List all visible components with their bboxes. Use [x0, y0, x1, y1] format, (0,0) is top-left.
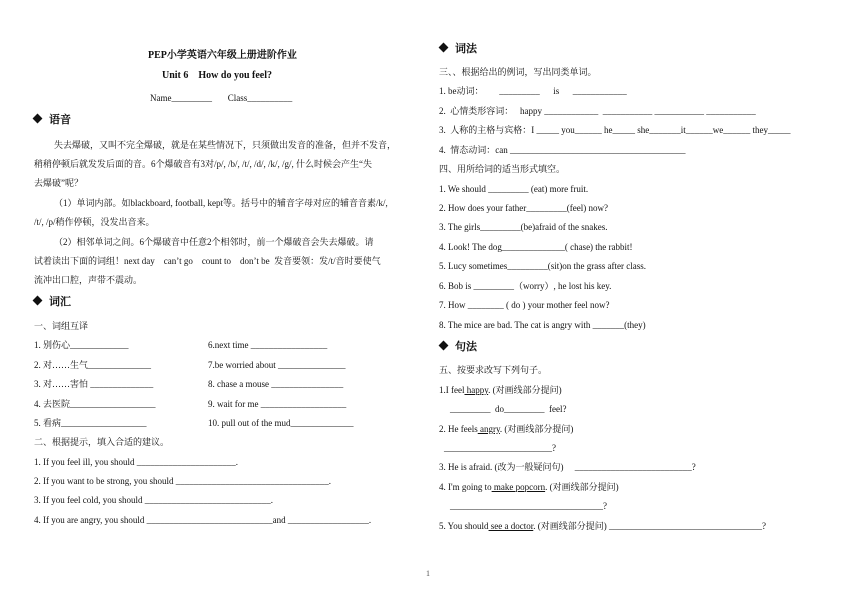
- section-subheading: 五、按要求改写下列句子。: [439, 365, 548, 375]
- unit-title: Unit 6 How do you feel?: [162, 70, 272, 81]
- answer-line: __________________________________?: [450, 501, 607, 511]
- phonics-paragraph: 去爆破”呢？: [34, 178, 83, 188]
- phonics-heading: 语音: [34, 113, 71, 127]
- fill-item: 2. How does your father_________(feel) now?: [439, 203, 608, 213]
- vocab-item: 4. 去医院___________________: [34, 399, 156, 409]
- name-class-line: Name_________ Class__________: [150, 93, 293, 103]
- rewrite-item: 4. I'm going to make popcorn. (对画线部分提问): [439, 482, 619, 492]
- vocab-item: 6.next time _________________: [208, 340, 328, 350]
- advice-item: 3. If you feel cold, you should ____________________________.: [34, 495, 273, 505]
- rewrite-item: 1.I feel happy. (对画线部分提问): [439, 385, 562, 395]
- advice-item: 1. If you feel ill, you should ______________________.: [34, 457, 238, 467]
- phonics-paragraph: 试着读出下面的词组！next day can’t go count to don’t be 发音要领：发/t/音时要使气: [34, 256, 381, 266]
- rewrite-item: 3. He is afraid. (改为一般疑问句) __________________________?: [439, 462, 696, 472]
- vocab-item: 7.be worried about _______________: [208, 360, 346, 370]
- vocab-item: 5. 看病___________________: [34, 418, 147, 428]
- phonics-paragraph: /t/, /p/稍作停顿，没发出音来。: [34, 217, 155, 227]
- vocab-item: 2. 对……生气______________: [34, 360, 152, 370]
- section-subheading: 三、、根据给出的例词，写出同类单词。: [439, 67, 597, 77]
- fill-item: 3. The girls_________(be)afraid of the snakes.: [439, 222, 608, 232]
- underlined-phrase: see a doctor: [488, 521, 534, 531]
- fill-item: 4. Look! The dog______________( chase) the rabbit!: [439, 242, 633, 252]
- fill-item: 8. The mice are bad. The cat is angry with _______(they): [439, 320, 646, 330]
- vocab-item: 10. pull out of the mud______________: [208, 418, 354, 428]
- diamond-bullet-icon: [439, 341, 449, 351]
- diamond-bullet-icon: [33, 114, 43, 124]
- fill-item: 6. Bob is _________（worry）, he lost his key.: [439, 281, 612, 291]
- section-subheading: 四、用所给词的适当形式填空。: [439, 164, 566, 174]
- exercise-line: 3. 人称的主格与宾格：I _____ you______ he_____ she_______it______we______ they_____: [439, 125, 791, 135]
- exercise-line: 2. 心情类形容词： happy ____________ ___________ ___________ ___________: [439, 106, 756, 116]
- fill-item: 7. How ________ ( do ) your mother feel now?: [439, 300, 610, 310]
- document-title: PEP小学英语六年级上册进阶作业: [148, 50, 297, 61]
- fill-item: 5. Lucy sometimes_________(sit)on the grass after class.: [439, 261, 646, 271]
- vocab-item: 3. 对……害怕 ______________: [34, 379, 154, 389]
- rewrite-item: 5. You should see a doctor. (对画线部分提问) __________________________________?: [439, 521, 767, 531]
- phonics-paragraph: （1）单词内部。如blackboard, football, kept等。括号中的辅音字母对应的辅音音素/k/,: [54, 198, 388, 208]
- phonics-paragraph: （2）相邻单词之间。6个爆破音中任意2个相邻时，前一个爆破音会失去爆破。请: [54, 237, 374, 247]
- syntax-heading: 句法: [440, 340, 477, 354]
- answer-line: ________________________?: [444, 443, 556, 453]
- advice-item: 2. If you want to be strong, you should __________________________________.: [34, 476, 331, 486]
- phonics-paragraph: 流冲出口腔，声带不震动。: [34, 275, 143, 285]
- advice-item: 4. If you are angry, you should ____________________________and __________________.: [34, 515, 372, 525]
- diamond-bullet-icon: [439, 43, 449, 53]
- page-number: 1: [426, 569, 430, 578]
- fill-item: 1. We should _________ (eat) more fruit.: [439, 184, 589, 194]
- underlined-phrase: make popcorn: [491, 482, 546, 492]
- vocab-item: 1. 别伤心_____________: [34, 340, 129, 350]
- rewrite-item: 2. He feels angry. (对画线部分提问): [439, 424, 574, 434]
- underlined-phrase: happy: [464, 385, 489, 395]
- vocab-item: 9. wait for me ___________________: [208, 399, 347, 409]
- exercise-line: 1. be动词： _________ is ____________: [439, 86, 627, 96]
- answer-line: _________ do_________ feel?: [450, 404, 567, 414]
- section-subheading: 一、词组互译: [34, 321, 89, 331]
- phonics-paragraph: 稍稍停顿后就发发后面的音。6个爆破音有3对/p/, /b/, /t/, /d/, /k/, /g/, 什么时候会产生“失: [34, 159, 373, 169]
- phonics-paragraph: 失去爆破，又叫不完全爆破，就是在某些情况下，只须做出发音的准备，但并不发音，: [54, 140, 397, 150]
- vocab-heading: 词汇: [34, 295, 71, 309]
- underlined-phrase: angry: [477, 424, 500, 434]
- section-subheading: 二、根据提示，填入合适的建议。: [34, 437, 170, 447]
- exercise-line: 4. 情态动词：can _______________________________________: [439, 145, 686, 155]
- diamond-bullet-icon: [33, 296, 43, 306]
- vocab-item: 8. chase a mouse ________________: [208, 379, 344, 389]
- lexis-heading: 词法: [440, 42, 477, 56]
